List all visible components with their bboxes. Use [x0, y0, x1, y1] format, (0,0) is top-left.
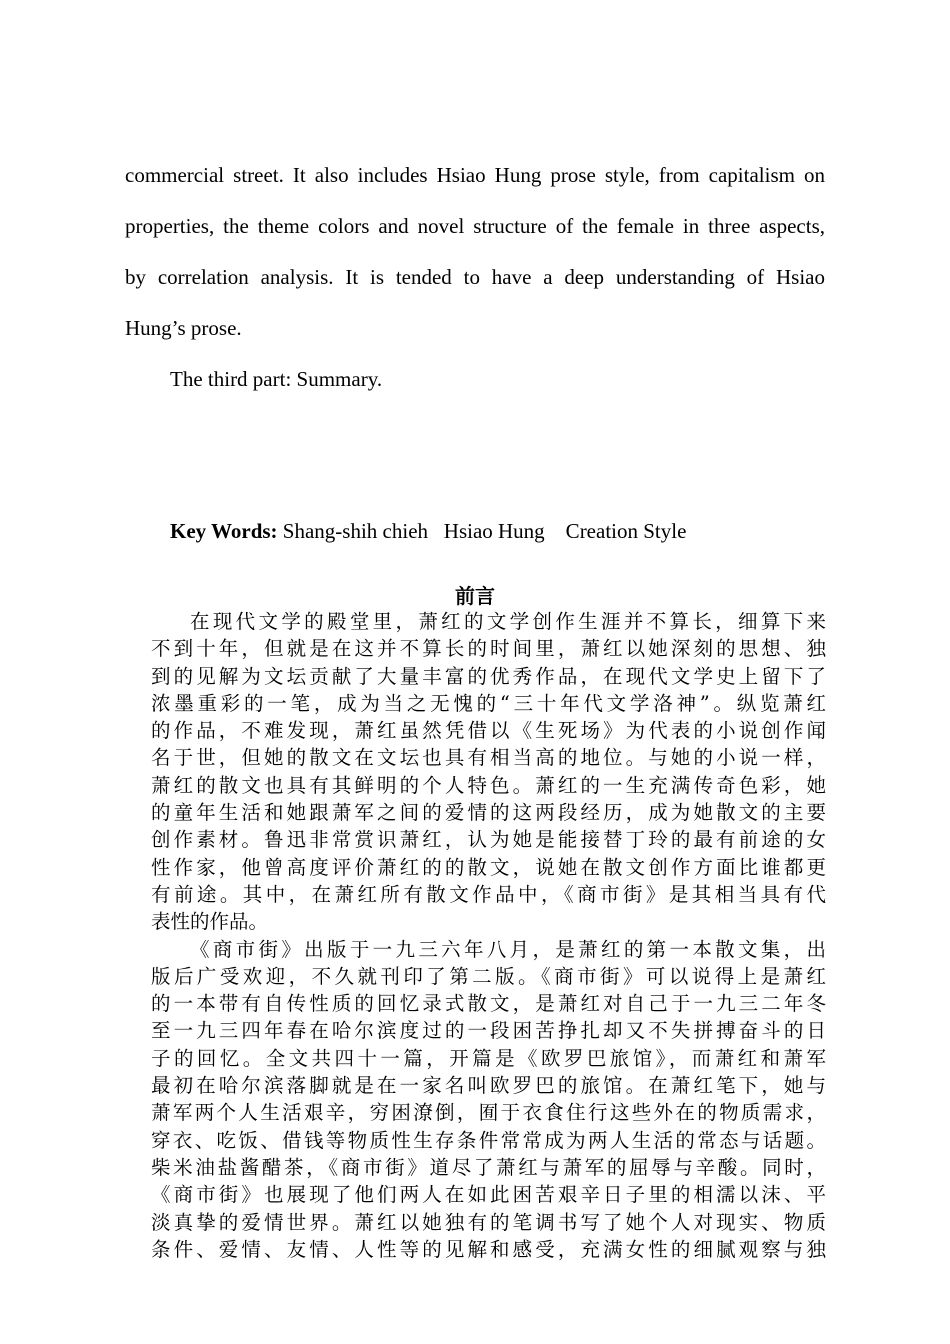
- keywords-text: Shang-shih chieh Hsiao Hung Creation Style: [277, 519, 687, 543]
- text-line: 最初在哈尔滨落脚就是在一家名叫欧罗巴的旅馆。在萧红笔下，她与: [151, 1074, 826, 1098]
- text-line: 淡真挚的爱情世界。萧红以她独有的笔调书写了她个人对现实、物质: [151, 1210, 826, 1234]
- text-line: 柴米油盐酱醋茶，《商市街》道尽了萧红与萧军的屈辱与辛酸。同时，: [151, 1155, 826, 1179]
- text-line: 版后广受欢迎，不久就刊印了第二版。《商市街》可以说得上是萧红: [151, 964, 826, 988]
- text-line: 《商市街》也展现了他们两人在如此困苦艰辛日子里的相濡以沫、平: [151, 1183, 826, 1207]
- keywords-label: Key Words:: [170, 519, 278, 543]
- text-line: 子的回忆。全文共四十一篇，开篇是《欧罗巴旅馆》，而萧红和萧军: [151, 1046, 826, 1070]
- text-line: 名于世，但她的散文在文坛也具有相当高的地位。与她的小说一样，: [151, 746, 826, 770]
- text-line: 不到十年，但就是在这并不算长的时间里，萧红以她深刻的思想、独: [151, 637, 826, 661]
- preface-paragraph-1: [151, 608, 826, 936]
- text-line: by correlation analysis. It is tended to have a deep understanding of Hsiao: [125, 265, 825, 289]
- text-line: 表性的作品。: [151, 910, 269, 934]
- text-line: 浓墨重彩的一笔，成为当之无愧的“三十年代文学洛神”。纵览萧红: [151, 691, 826, 715]
- text-line: 的一本带有自传性质的回忆录式散文，是萧红对自己于一九三二年冬: [151, 992, 826, 1016]
- text-line: 萧红的散文也具有其鲜明的个人特色。萧红的一生充满传奇色彩，她: [151, 773, 826, 797]
- text-line: 《商市街》出版于一九三六年八月，是萧红的第一本散文集，出: [190, 937, 826, 961]
- third-part-summary: The third part: Summary.: [170, 367, 383, 391]
- text-line: 到的见解为文坛贡献了大量丰富的优秀作品，在现代文学史上留下了: [151, 664, 826, 688]
- preface-title: 前言: [455, 584, 495, 608]
- text-line: 性作家，他曾高度评价萧红的的散文，说她在散文创作方面比谁都更: [151, 855, 826, 879]
- text-line: properties, the theme colors and novel structure of the female in three aspects,: [125, 214, 825, 238]
- text-line: commercial street. It also includes Hsiao Hung prose style, from capitalism on: [125, 163, 825, 187]
- text-line: 至一九三四年春在哈尔滨度过的一段困苦挣扎却又不失拼搏奋斗的日: [151, 1019, 826, 1043]
- preface-paragraph-2: [151, 936, 826, 1264]
- text-line: Hung’s prose.: [125, 316, 242, 340]
- text-line: 在现代文学的殿堂里，萧红的文学创作生涯并不算长，细算下来: [190, 610, 826, 633]
- english-abstract-paragraph: [125, 150, 825, 405]
- text-line: 有前途。其中，在萧红所有散文作品中，《商市街》是其相当具有代: [151, 882, 826, 906]
- text-line: 穿衣、吃饭、借钱等物质性生存条件常常成为两人生活的常态与话题。: [151, 1128, 826, 1152]
- text-line: 萧军两个人生活艰辛，穷困潦倒，囿于衣食住行这些外在的物质需求，: [151, 1101, 826, 1125]
- text-line: 创作素材。鲁迅非常赏识萧红，认为她是能接替丁玲的最有前途的女: [151, 828, 826, 852]
- text-line: 的童年生活和她跟萧军之间的爱情的这两段经历，成为她散文的主要: [151, 801, 826, 825]
- preface-body: [151, 608, 826, 1263]
- keywords-line: [170, 514, 686, 548]
- text-line: 条件、爱情、友情、人性等的见解和感受，充满女性的细腻观察与独: [151, 1237, 826, 1261]
- text-line: 的作品，不难发现，萧红虽然凭借以《生死场》为代表的小说创作闻: [151, 719, 826, 743]
